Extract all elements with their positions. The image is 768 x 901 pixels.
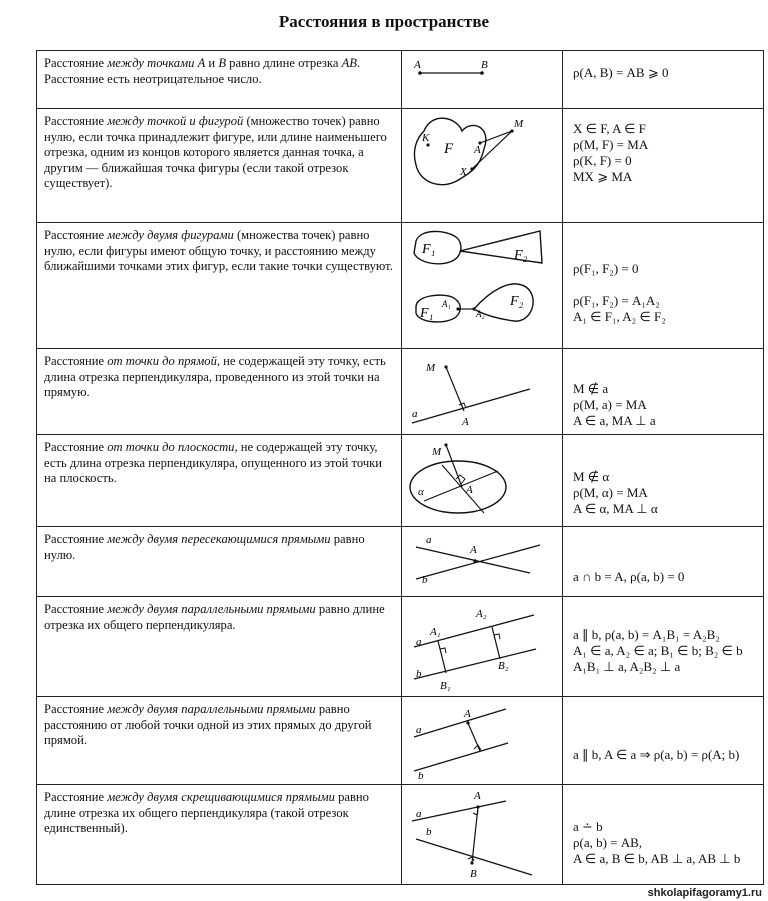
- label-F: F: [444, 141, 454, 157]
- description-text: (множества точек) равно нулю, если фигуры имеют общую точку, и расстоянию между ближайшими точками этих фигур, если такие точки существуют.: [44, 228, 393, 274]
- row-text: [37, 435, 402, 527]
- formula-line: ρ(F₁, F₂) = 0: [573, 261, 639, 276]
- label-M: M: [514, 118, 524, 130]
- description-text: между двумя фигурами: [107, 228, 234, 242]
- label-A1: A₁: [430, 626, 441, 638]
- row-text: [37, 349, 402, 435]
- row-formulas: [563, 697, 764, 785]
- formula-line: ρ(M, a) = MA: [573, 397, 647, 412]
- row-text: [37, 223, 402, 349]
- description-text: AB: [341, 56, 357, 70]
- label-A2: A₂: [476, 309, 485, 319]
- label-A2: A₂: [476, 608, 487, 620]
- description-text: равно нулю.: [44, 532, 365, 562]
- point-figure-figure: [402, 109, 562, 221]
- intersecting-lines-figure: [402, 527, 562, 595]
- label-M: M: [432, 446, 442, 458]
- label-A: A: [464, 708, 471, 720]
- row-text: [37, 109, 402, 223]
- distance-table: [36, 50, 764, 885]
- description-text: равно длине отрезка их общего перпендикуляра (такой отрезок единственный).: [44, 790, 369, 836]
- label-M: M: [426, 362, 436, 374]
- description-text: Расстояние: [44, 114, 108, 128]
- label-A: A: [462, 416, 469, 428]
- label-b: b: [422, 574, 428, 586]
- label-X: X: [460, 166, 467, 178]
- table-row: [37, 51, 764, 109]
- label-A: A: [414, 59, 421, 71]
- label-A: A: [470, 544, 477, 556]
- table-row: [37, 597, 764, 697]
- label-F2: F₂: [510, 294, 524, 309]
- formula-line: ρ(A, B) = AB ⩾ 0: [573, 65, 669, 80]
- description-text: равно длине отрезка их общего перпендикуляра.: [44, 602, 385, 632]
- watermark: shkolapifagoramy1.ru: [647, 887, 762, 899]
- two-figures-figure: [402, 223, 562, 347]
- formula-line: a ∥ b, A ∈ a ⇒ ρ(a, b) = ρ(A; b): [573, 747, 740, 762]
- formula-line: ρ(M, F) = MA: [573, 137, 649, 152]
- label-a: a: [416, 808, 422, 820]
- formula-line: ρ(M, α) = MA: [573, 485, 648, 500]
- row-formulas: [563, 51, 764, 109]
- page-title: Расстояния в пространстве: [278, 12, 490, 31]
- row-formulas: [563, 349, 764, 435]
- formula-line: A₁ ∈ a, A₂ ∈ a; B₁ ∈ b; B₂ ∈ b: [573, 643, 743, 658]
- row-formulas: [563, 785, 764, 885]
- description-text: Расстояние: [44, 602, 108, 616]
- description-text: между двумя параллельными прямыми: [107, 702, 316, 716]
- table-row: [37, 223, 764, 349]
- parallel-lines-figure: [402, 597, 562, 695]
- label-F1: F₁: [420, 306, 434, 321]
- label-a: a: [416, 724, 422, 736]
- label-a: a: [416, 636, 422, 648]
- description-text: между двумя скрещивающимися прямыми: [107, 790, 335, 804]
- table-row: [37, 785, 764, 885]
- description-text: (множество точек) равно нулю, если точка принадлежит фигуре, или длине наименьшего отрезка, одним из концов которого является данная точка, а другим — ближайшая точка фигуры (если такой отрезок существует).: [44, 114, 387, 191]
- description-text: B: [218, 56, 227, 70]
- description-text: Расстояние: [44, 532, 108, 546]
- description-text: от точки до плоскости: [107, 440, 235, 454]
- description-text: между точками A: [107, 56, 206, 70]
- description-text: Расстояние: [44, 354, 108, 368]
- label-A: A: [466, 484, 473, 496]
- table-row: [37, 109, 764, 223]
- formula-line: M ∉ α: [573, 469, 610, 484]
- table-row: [37, 697, 764, 785]
- label-F2: F₂: [514, 248, 528, 263]
- description-text: от точки до прямой: [107, 354, 217, 368]
- description-text: равно расстоянию от любой точки одной из этих прямых до другой прямой.: [44, 702, 372, 748]
- formula-line: A₁B₁ ⊥ a, A₂B₂ ⊥ a: [573, 659, 681, 674]
- label-b: b: [426, 826, 432, 838]
- label-a: a: [412, 408, 418, 420]
- row-text: [37, 51, 402, 109]
- formula-line: M ∉ a: [573, 381, 609, 396]
- formula-line: a ∥ b, ρ(a, b) = A₁B₁ = A₂B₂: [573, 627, 720, 642]
- description-text: Расстояние: [44, 56, 108, 70]
- description-text: , не содержащей эту точку, есть длина отрезка перпендикуляра, проведенного из этой точки на прямую.: [44, 354, 386, 400]
- label-A: A: [474, 144, 481, 156]
- description-text: равно длине отрезка: [226, 56, 342, 70]
- row-formulas: [563, 223, 764, 349]
- description-text: Расстояние есть неотрицательное число.: [44, 71, 262, 86]
- label-F1: F₁: [422, 242, 436, 257]
- description-text: между двумя параллельными прямыми: [107, 602, 316, 616]
- description-text: Расстояние: [44, 228, 108, 242]
- skew-lines-figure: [402, 785, 562, 883]
- description-text: между двумя пересекающимися прямыми: [107, 532, 331, 546]
- label-A: A: [474, 790, 481, 802]
- label-B1: B₁: [440, 680, 451, 692]
- description-text: Расстояние: [44, 440, 108, 454]
- description-text: Расстояние: [44, 790, 108, 804]
- formula-line: a ∩ b = A, ρ(a, b) = 0: [573, 569, 685, 584]
- formula-line: A ∈ a, MA ⊥ a: [573, 413, 656, 428]
- label-B: B: [481, 59, 488, 71]
- row-text: [37, 527, 402, 597]
- row-formulas: [563, 597, 764, 697]
- parallel-point-figure: [402, 697, 562, 783]
- formula-line: X ∈ F, A ∈ F: [573, 121, 646, 136]
- row-text: [37, 785, 402, 885]
- row-formulas: [563, 109, 764, 223]
- point-plane-figure: [402, 435, 562, 525]
- table-row: [37, 527, 764, 597]
- row-figure: [402, 51, 563, 109]
- label-b: b: [418, 770, 424, 782]
- point-line-figure: [402, 349, 562, 433]
- formula-line: A₁ ∈ F₁, A₂ ∈ F₂: [573, 309, 666, 324]
- row-formulas: [563, 527, 764, 597]
- formula-line: A ∈ a, B ∈ b, AB ⊥ a, AB ⊥ b: [573, 851, 741, 866]
- label-A1: A₁: [442, 299, 451, 309]
- description-text: .: [356, 56, 361, 70]
- formula-line: MX ⩾ MA: [573, 169, 633, 184]
- points-figure: [402, 51, 562, 107]
- label-a: a: [426, 534, 432, 546]
- table-row: [37, 349, 764, 435]
- row-formulas: [563, 435, 764, 527]
- label-b: b: [416, 668, 422, 680]
- description-text: между точкой и фигурой: [107, 114, 244, 128]
- label-B: B: [470, 868, 477, 880]
- formula-line: a ∸ b: [573, 819, 603, 834]
- label-alpha: α: [418, 486, 424, 498]
- formula-line: ρ(F₁, F₂) = A₁A₂: [573, 293, 660, 308]
- formula-line: A ∈ α, MA ⊥ α: [573, 501, 658, 516]
- description-text: и: [205, 56, 219, 70]
- description-text: , не содержащей эту точку, есть длина отрезка перпендикуляра, опущенного из этой точки на плоскость.: [44, 440, 383, 486]
- label-B2: B₂: [498, 660, 509, 672]
- label-K: K: [422, 132, 430, 144]
- row-text: [37, 697, 402, 785]
- row-text: [37, 597, 402, 697]
- table-row: [37, 435, 764, 527]
- formula-line: ρ(a, b) = AB,: [573, 835, 643, 850]
- formula-line: ρ(K, F) = 0: [573, 153, 632, 168]
- description-text: Расстояние: [44, 702, 108, 716]
